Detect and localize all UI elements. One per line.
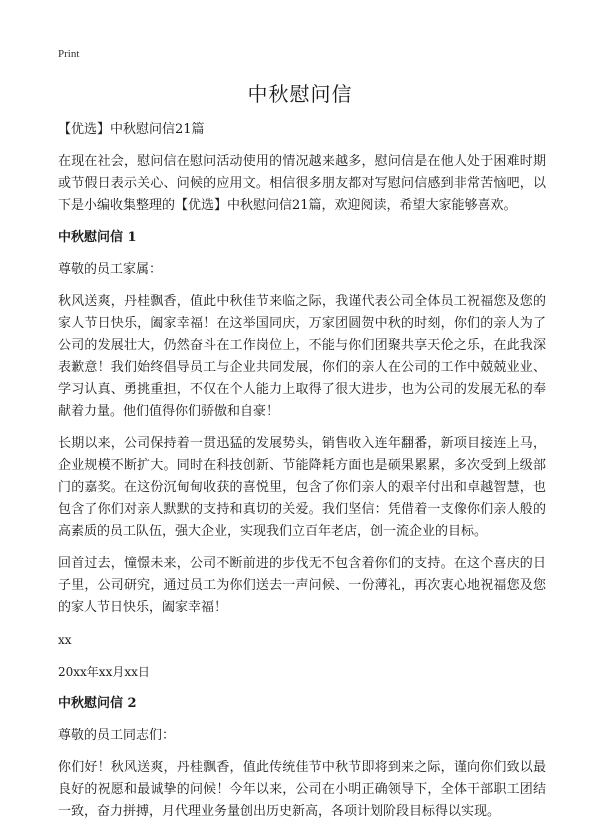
letter-1-signature-date: 20xx年xx月xx日 bbox=[58, 665, 150, 679]
document-subtitle: 【优选】中秋慰问信21篇 bbox=[58, 122, 205, 137]
letter-1-signature-name: xx bbox=[58, 633, 72, 647]
letter-2-greeting: 尊敬的员工同志们： bbox=[58, 728, 176, 743]
letter-1-heading: 中秋慰问信 1 bbox=[58, 230, 137, 245]
page-title: 中秋慰问信 bbox=[247, 82, 353, 106]
document-body bbox=[58, 119, 546, 833]
letter-1-paragraph-3: 回首过去，憧憬未来，公司不断前进的步伐无不包含着你们的支持。在这个喜庆的日子里，公司研究，通过员工为你们送去一声问候、一份薄礼，再次衷心地祝福您及您的家人节日快乐，阖家幸福！ bbox=[58, 556, 546, 615]
letter-1-paragraph-2: 长期以来，公司保持着一贯迅猛的发展势头，销售收入连年翻番，新项目接连上马，企业规模不断扩大。同时在科技创新、节能降耗方面也是硕果累累，多次受到上级部门的嘉奖。在这份沉甸甸收获的喜悦里，包含了你们亲人的艰辛付出和卓越智慧，也包含了你们对亲人默默的支持和真切的关爱。我们坚信：凭借着一支像你们亲人般的高素质的员工队伍，强大企业，实现我们立百年老店，创一流企业的目标。 bbox=[58, 436, 546, 539]
print-link[interactable]: Print bbox=[58, 48, 80, 60]
letter-2-paragraph-1: 你们好！秋风送爽，丹桂飘香，值此传统佳节中秋节即将到来之际，谨向你们致以最良好的祝愿和最诚挚的问候！今年以来，公司在小明正确领导下，全体干部职工团结一致，奋力拼搏，月代理业务量创出历史新高，各项计划阶段目标得以实现。 bbox=[58, 760, 546, 819]
intro-paragraph: 在现在社会，慰问信在慰问活动使用的情况越来越多，慰问信是在他人处于困难时期或节假日表示关心、问候的应用文。相信很多朋友都对写慰问信感到非常苦恼吧，以下是小编收集整理的【优选】中秋慰问信21篇，欢迎阅读，希望大家能够喜欢。 bbox=[58, 154, 546, 213]
letter-1-paragraph-1: 秋风送爽，丹桂飘香，值此中秋佳节来临之际，我谨代表公司全体员工祝福您及您的家人节日快乐，阖家幸福！在这举国同庆，万家团圆贺中秋的时刻，你们的亲人为了公司的发展壮大，仍然奋斗在工作岗位上，不能与你们团聚共享天伦之乐，在此我深表歉意！我们始终倡导员工与企业共同发展，你们的亲人在公司的工作中兢兢业业、学习认真、勇挑重担，不仅在个人能力上取得了很大进步，也为公司的发展无私的奉献着力量。他们值得你们骄傲和自豪！ bbox=[58, 294, 546, 419]
letter-1-greeting: 尊敬的员工家属： bbox=[58, 262, 163, 277]
letter-2-heading: 中秋慰问信 2 bbox=[58, 696, 137, 711]
